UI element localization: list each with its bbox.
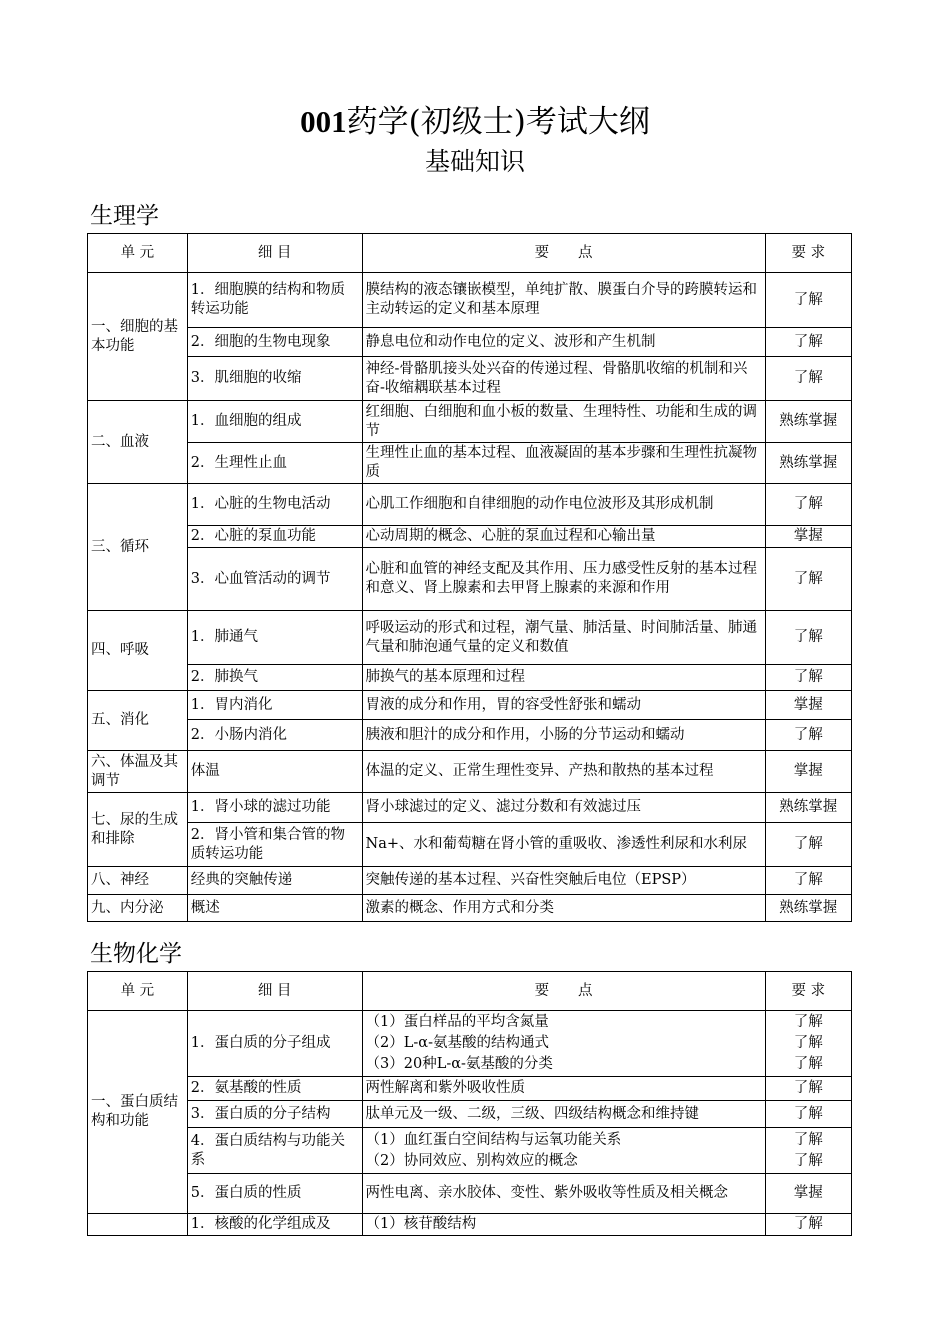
header-point: 要 点 (362, 972, 765, 1011)
req-cell: 了解 (765, 273, 851, 328)
physiology-table (87, 233, 852, 922)
table-header-row (88, 234, 852, 273)
item-cell: 2．肾小管和集合管的物质转运功能 (187, 823, 362, 867)
header-unit: 单 元 (88, 234, 188, 273)
point-cell: 两性解离和紫外吸收性质 (362, 1077, 765, 1101)
item-cell: 2．心脏的泵血功能 (187, 526, 362, 548)
table-row (88, 895, 852, 922)
point-cell: （1）核苷酸结构 (362, 1214, 765, 1236)
req-line: 了解 (793, 1035, 823, 1051)
table-row (88, 611, 852, 665)
unit-cell: 一、蛋白质结构和功能 (88, 1011, 188, 1214)
table-row (88, 401, 852, 443)
req-cell: 了解 (765, 823, 851, 867)
table-row (88, 1174, 852, 1214)
point-cell: 心动周期的概念、心脏的泵血过程和心输出量 (362, 526, 765, 548)
point-cell: 胰液和胆汁的成分和作用，小肠的分节运动和蠕动 (362, 720, 765, 751)
table-row (88, 867, 852, 895)
table-row (88, 548, 852, 611)
item-cell: 2．生理性止血 (187, 443, 362, 484)
point-cell: 神经-骨骼肌接头处兴奋的传递过程、骨骼肌收缩的机制和兴奋-收缩耦联基本过程 (362, 357, 765, 401)
item-cell: 1．肺通气 (187, 611, 362, 665)
table-row (88, 443, 852, 484)
item-cell: 1．细胞膜的结构和物质转运功能 (187, 273, 362, 328)
point-line: （3）20种L-α-氨基酸的分类 (365, 1056, 553, 1072)
biochemistry-table (87, 971, 852, 1236)
header-unit: 单 元 (88, 972, 188, 1011)
unit-cell: 九、内分泌 (88, 895, 188, 922)
point-line: （1）血红蛋白空间结构与运氧功能关系 (365, 1131, 622, 1148)
req-cell: 了解 (765, 1077, 851, 1101)
table-header-row (88, 972, 852, 1011)
unit-cell: 七、尿的生成和排除 (88, 793, 188, 867)
point-cell: 膜结构的液态镶嵌模型，单纯扩散、膜蛋白介导的跨膜转运和主动转运的定义和基本原理 (362, 273, 765, 328)
table-row (88, 1077, 852, 1101)
table-row (88, 526, 852, 548)
table-row (88, 1214, 852, 1236)
point-cell: 静息电位和动作电位的定义、波形和产生机制 (362, 328, 765, 357)
section-heading-biochemistry: 生物化学 (90, 941, 182, 967)
point-cell (362, 1128, 765, 1174)
document-subtitle: 基础知识 (424, 147, 525, 176)
table-row (88, 1128, 852, 1174)
req-cell: 掌握 (765, 751, 851, 793)
req-cell: 了解 (765, 1214, 851, 1236)
point-cell (362, 1011, 765, 1077)
unit-cell (88, 1214, 188, 1236)
point-line: （2）协同效应、别构效应的概念 (365, 1152, 578, 1169)
req-cell: 了解 (765, 548, 851, 611)
item-cell: 3．蛋白质的分子结构 (187, 1101, 362, 1128)
item-cell: 5．蛋白质的性质 (187, 1174, 362, 1214)
req-cell: 了解 (765, 720, 851, 751)
item-cell: 体温 (187, 751, 362, 793)
point-cell: 红细胞、白细胞和血小板的数量、生理特性、功能和生成的调节 (362, 401, 765, 443)
req-cell: 了解 (765, 1101, 851, 1128)
unit-cell: 五、消化 (88, 691, 188, 751)
req-cell: 掌握 (765, 691, 851, 720)
table-row (88, 328, 852, 357)
req-cell: 熟练掌握 (765, 895, 851, 922)
item-cell: 2．细胞的生物电现象 (187, 328, 362, 357)
table-row (88, 720, 852, 751)
header-item: 细 目 (187, 972, 362, 1011)
unit-cell: 一、细胞的基本功能 (88, 273, 188, 401)
table-row (88, 484, 852, 526)
section-heading-physiology: 生理学 (90, 203, 159, 229)
header-point: 要 点 (362, 234, 765, 273)
item-cell: 1．胃内消化 (187, 691, 362, 720)
req-cell: 熟练掌握 (765, 401, 851, 443)
point-cell: 心脏和血管的神经支配及其作用、压力感受性反射的基本过程和意义、肾上腺素和去甲肾上腺素的来源和作用 (362, 548, 765, 611)
item-cell: 1．蛋白质的分子组成 (187, 1011, 362, 1077)
item-cell: 1．心脏的生物电活动 (187, 484, 362, 526)
table-row (88, 823, 852, 867)
point-cell: 胃液的成分和作用，胃的容受性舒张和蠕动 (362, 691, 765, 720)
req-cell: 掌握 (765, 526, 851, 548)
table-row (88, 1101, 852, 1128)
point-cell: 呼吸运动的形式和过程，潮气量、肺活量、时间肺活量、肺通气量和肺泡通气量的定义和数值 (362, 611, 765, 665)
table-row (88, 691, 852, 720)
point-cell: 激素的概念、作用方式和分类 (362, 895, 765, 922)
item-cell: 1．核酸的化学组成及 (187, 1214, 362, 1236)
point-cell: 体温的定义、正常生理性变异、产热和散热的基本过程 (362, 751, 765, 793)
item-cell: 1．血细胞的组成 (187, 401, 362, 443)
item-cell: 2．小肠内消化 (187, 720, 362, 751)
point-cell: 两性电离、亲水胶体、变性、紫外吸收等性质及相关概念 (362, 1174, 765, 1214)
req-cell: 掌握 (765, 1174, 851, 1214)
point-cell: 心肌工作细胞和自律细胞的动作电位波形及其形成机制 (362, 484, 765, 526)
item-cell: 2．氨基酸的性质 (187, 1077, 362, 1101)
req-line: 了解 (793, 1131, 823, 1148)
req-cell: 了解 (765, 611, 851, 665)
point-cell: 肾小球滤过的定义、滤过分数和有效滤过压 (362, 793, 765, 823)
item-cell: 1．肾小球的滤过功能 (187, 793, 362, 823)
req-cell (765, 1128, 851, 1174)
req-cell (765, 1011, 851, 1077)
header-item: 细 目 (187, 234, 362, 273)
document-title: 001药学(初级士)考试大纲 (300, 104, 650, 140)
table-row (88, 793, 852, 823)
point-cell: Na+、水和葡萄糖在肾小管的重吸收、渗透性利尿和水利尿 (362, 823, 765, 867)
table-row (88, 665, 852, 691)
item-cell: 3．心血管活动的调节 (187, 548, 362, 611)
table-row (88, 273, 852, 328)
point-line: （2）L-α-氨基酸的结构通式 (365, 1035, 549, 1051)
table-row (88, 751, 852, 793)
table-row (88, 357, 852, 401)
req-cell: 了解 (765, 328, 851, 357)
unit-cell: 八、神经 (88, 867, 188, 895)
req-cell: 了解 (765, 357, 851, 401)
point-line: （1）蛋白样品的平均含氮量 (365, 1014, 549, 1030)
req-cell: 熟练掌握 (765, 793, 851, 823)
point-cell: 突触传递的基本过程、兴奋性突触后电位（EPSP） (362, 867, 765, 895)
unit-cell: 三、循环 (88, 484, 188, 611)
item-cell: 2．肺换气 (187, 665, 362, 691)
item-cell: 概述 (187, 895, 362, 922)
req-cell: 了解 (765, 867, 851, 895)
point-cell: 肺换气的基本原理和过程 (362, 665, 765, 691)
unit-cell: 四、呼吸 (88, 611, 188, 691)
req-cell: 熟练掌握 (765, 443, 851, 484)
req-cell: 了解 (765, 665, 851, 691)
req-line: 了解 (793, 1056, 823, 1072)
table-row (88, 1011, 852, 1077)
unit-cell: 二、血液 (88, 401, 188, 484)
item-cell: 经典的突触传递 (187, 867, 362, 895)
item-cell: 4．蛋白质结构与功能关系 (187, 1128, 362, 1174)
req-line: 了解 (793, 1014, 823, 1030)
point-cell: 生理性止血的基本过程、血液凝固的基本步骤和生理性抗凝物质 (362, 443, 765, 484)
item-cell: 3．肌细胞的收缩 (187, 357, 362, 401)
header-req: 要 求 (765, 972, 851, 1011)
header-req: 要 求 (765, 234, 851, 273)
unit-cell: 六、体温及其调节 (88, 751, 188, 793)
req-cell: 了解 (765, 484, 851, 526)
point-cell: 肽单元及一级、二级，三级、四级结构概念和维持键 (362, 1101, 765, 1128)
req-line: 了解 (793, 1152, 823, 1169)
